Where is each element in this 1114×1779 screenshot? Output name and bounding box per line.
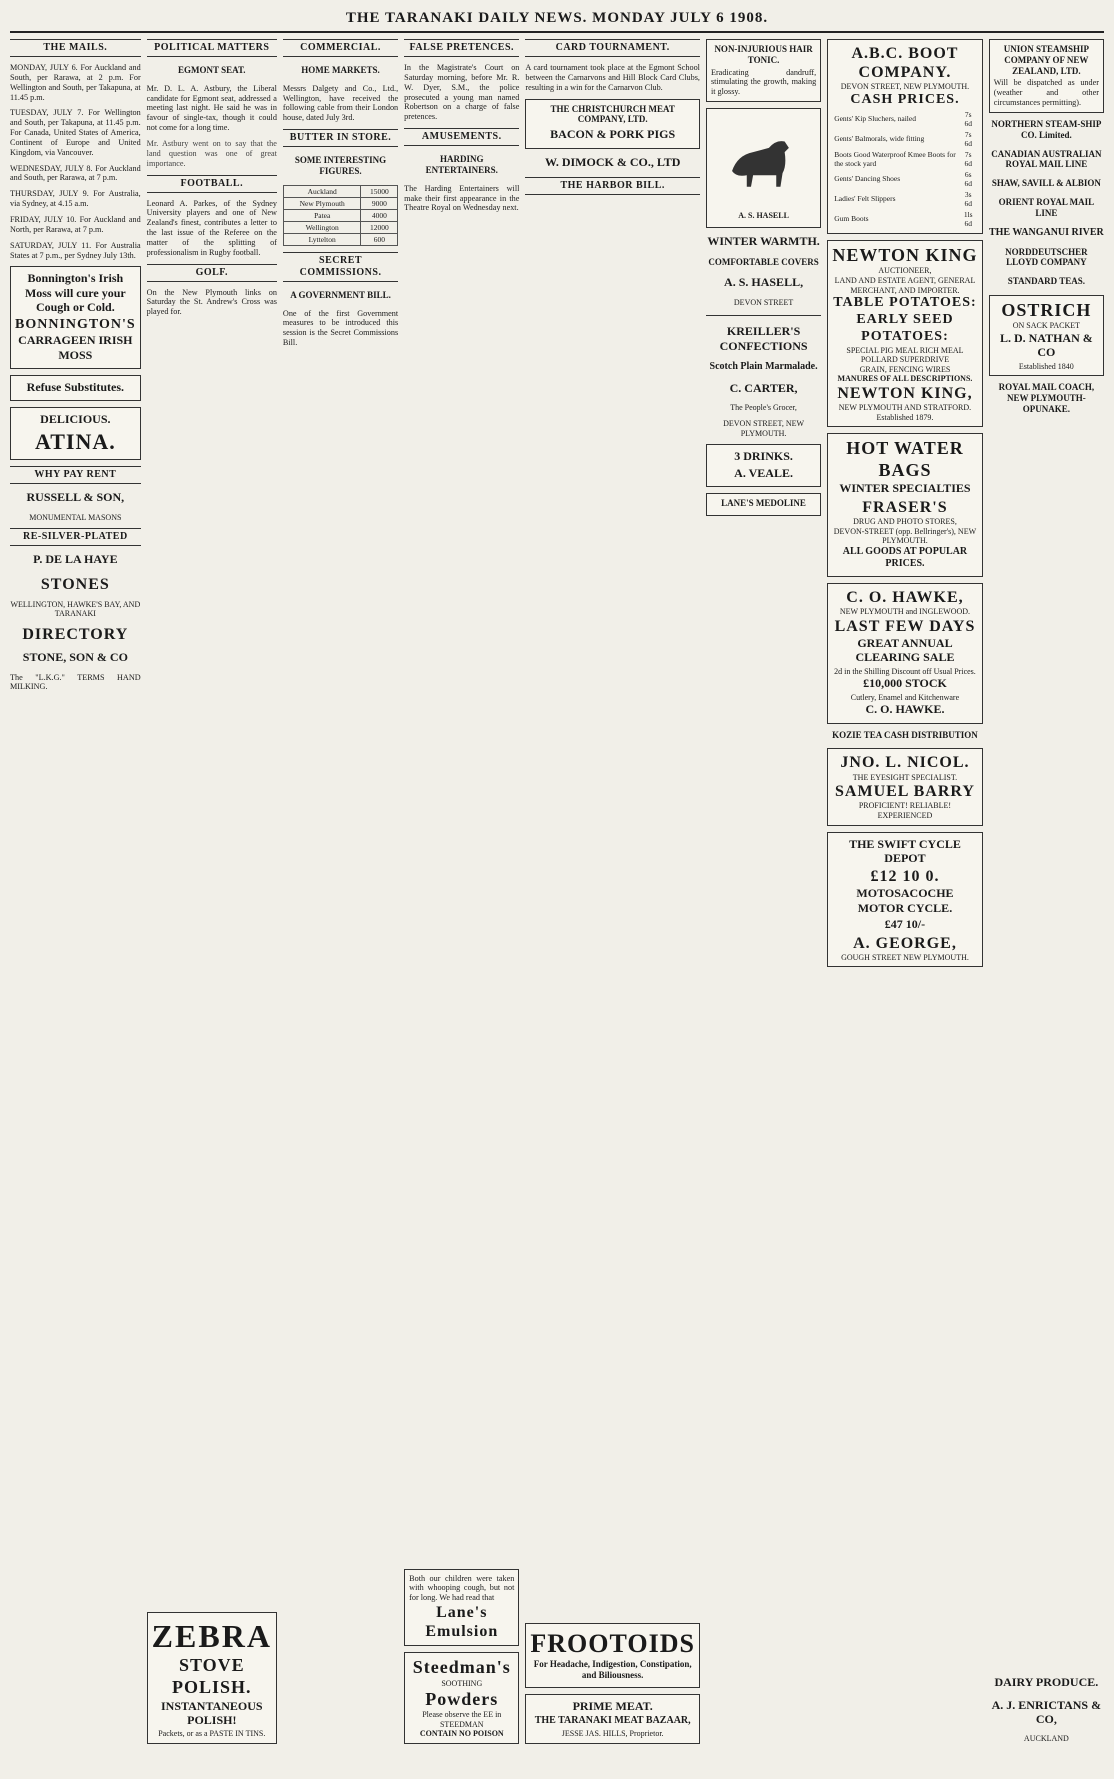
refuse-ad [10,375,141,401]
winter-title: WINTER WARMTH. [707,234,820,249]
football-heading: FOOTBALL. [147,175,277,193]
table-row: Boots Good Waterproof Kmee Boots for the stock yard 7s 6d [834,149,972,168]
mails-p2: TUESDAY, JULY 7. For Wellington and South, per Takapuna, at 11.45 p.m. For Canada, United States of America, Continent of Europe and United Kingdom, via Vancouver. [10,108,141,157]
last-few-days: LAST FEW DAYS [834,617,976,635]
zebra-ad [147,1612,277,1744]
table-row: Gents' Dancing Shoes 6s 6d [834,169,972,188]
carter-addr: DEVON STREET, NEW PLYMOUTH. [723,419,805,438]
christchurch-meat-ad [525,99,700,149]
horse-illustration [706,108,821,228]
table-row: Gents' Kip Sluchers, nailed 7s 6d [834,109,972,128]
christchurch-title: THE CHRISTCHURCH MEAT COMPANY, LTD. [550,103,675,125]
steedman-sub: SOOTHING [441,1679,483,1689]
column-1 [10,39,141,1744]
mails-p1: MONDAY, JULY 6. For Auckland and South, per Rarawa, at 2 p.m. For Wellington and South, per Takapuna, at 11.45 p.m. [10,63,141,102]
medoline-title: LANE'S MEDOLINE [721,498,806,509]
political-p1: Mr. D. L. A. Astbury, the Liberal candidate for Egmont seat, addressed a meeting last night. He said he was in favour of single-tax, though it could not come for a long time. [146,83,277,133]
swift-ad [827,832,983,968]
canadian-title: CANADIAN AUSTRALIAN ROYAL MAIL LINE [991,148,1102,170]
table-row: Gents' Balmorals, wide fitting 7s 6d [834,129,972,148]
delahaye-title: P. DE LA HAYE [33,552,118,567]
nicol-ad [827,748,983,825]
nk-title: NEWTON KING [832,244,978,265]
table-row: Gum Boots 1ls 6d [834,209,973,228]
prime-prop: JESSE JAS. HILLS, Proprietor. [561,1729,664,1739]
lkg-text: The "L.K.G." TERMS HAND MILKING. [10,672,141,692]
hawke-ad [827,583,983,724]
stones-sub: WELLINGTON, HAWKE'S BAY, AND TARANAKI [10,599,141,619]
column-4 [404,39,519,1744]
zebra-title: ZEBRA [151,1618,272,1655]
frootoids-sub: For Headache, Indigestion, Constipation, and Biliousness. [533,1659,692,1681]
secret-sub: A GOVERNMENT BILL. [290,289,391,300]
nk-special-sub: GRAIN, FENCING WIRES [859,364,951,374]
table-row: Wellington 12000 [283,221,397,233]
masthead: THE TARANAKI DAILY NEWS. MONDAY JULY 6 1908. [10,10,1104,33]
seed-potatoes: EARLY SEED POTATOES: [856,311,954,344]
nk-foot-addr: NEW PLYMOUTH AND STRATFORD. [838,403,972,413]
stones-brand: DIRECTORY [22,626,129,644]
table-row: Patea 4000 [283,209,397,221]
swift-title: THE SWIFT CYCLE DEPOT [849,836,961,865]
carter-sub: The People's Grocer, [730,403,797,413]
stock-text: £10,000 STOCK [863,676,947,691]
ostrich-title: OSTRICH [1001,299,1092,320]
winter-sub: COMFORTABLE COVERS [708,256,819,267]
abc-addr: DEVON STREET, NEW PLYMOUTH. [840,82,970,92]
amusements-p1: The Harding Entertainers will make their first appearance in the Theatre Royal on Wednesday next. [404,183,520,213]
table-potatoes: TABLE POTATOES: [833,295,977,311]
nk-foot: NEWTON KING, [837,384,973,402]
abc-boot-ad [827,39,983,234]
enrictans-sub: AUCKLAND [1023,1734,1069,1744]
winter-shop: A. S. HASELL, [724,275,804,290]
egmont-sub: EGMONT SEAT. [178,65,246,75]
mails-p4: THURSDAY, JULY 9. For Australia, via Sydney, at 4.15 a.m. [10,189,141,209]
commercial-heading: COMMERCIAL. [283,39,398,57]
delicious-brand: ATINA. [34,428,116,454]
nk-desc: LAND AND ESTATE AGENT, GENERAL MERCHANT, AND IMPORTER. [834,275,976,295]
amusements-heading: AMUSEMENTS. [404,128,519,146]
produce-title: DAIRY PRODUCE. [994,1675,1099,1690]
stock-sub: Cutlery, Enamel and Kitchenware [850,692,960,702]
northern-title: NORTHERN STEAM-SHIP CO. Limited. [991,118,1102,140]
steedman-contain: CONTAIN NO POISON [419,1729,504,1739]
zebra-foot: Packets, or as a PASTE IN TINS. [158,1729,266,1739]
nicol-sub: THE EYESIGHT SPECIALIST. [852,772,958,782]
christchurch-sub: BACON & PORK PIGS [550,127,676,142]
prime-meat-ad [525,1694,700,1744]
moto-title: MOTOSACOCHE MOTOR CYCLE. [856,886,954,915]
steedman-title: Steedman's [412,1657,511,1678]
delicious-ad [10,407,141,460]
union-p1: Will be dispatched as under (weather and other circumstances permitting). [993,78,1099,108]
nk-est: Established 1879. [876,412,934,422]
nk-sub: AUCTIONEER, [878,266,932,276]
hair-tonic-ad [706,39,821,102]
column-7 [827,39,983,1744]
mails-p6: SATURDAY, JULY 11. For Australia States at 7 p.m., per Sydney July 13th. [10,240,141,260]
column-5 [525,39,700,1744]
clearing-sale: GREAT ANNUAL CLEARING SALE [855,635,955,665]
butter-sub: SOME INTERESTING FIGURES. [294,155,387,176]
secret-heading: SECRET COMMISSIONS. [283,252,398,282]
table-row: Ladies' Felt Slippers 3s 6d [834,189,972,208]
steedman-ad [404,1652,519,1744]
hawke-addr: NEW PLYMOUTH and INGLEWOOD. [839,607,971,617]
nathan-title: L. D. NATHAN & CO [999,331,1093,360]
barry-sub: PROFICIENT! RELIABLE! EXPERIENCED [858,801,952,820]
political-heading: POLITICAL MATTERS [147,39,277,57]
zebra-tag: INSTANTANEOUS POLISH! [161,1698,263,1728]
scotch-title: Scotch Plain Marmalade. [709,361,818,373]
kozie-title: KOZIE TEA CASH DISTRIBUTION [832,729,978,740]
stones-foot: STONE, SON & CO [22,650,128,665]
nathan-est: Established 1840 [1018,361,1074,371]
column-3 [283,39,398,1744]
ostrich-ad [989,295,1104,377]
frootoids-ad [525,1623,700,1688]
goods-title: ALL GOODS AT POPULAR PRICES. [842,545,968,569]
column-6 [706,39,821,1744]
winter-spec: WINTER SPECIALTIES [839,481,971,496]
table-row: Auckland 15000 [283,185,397,197]
bonnington-sub: CARRAGEEN IRISH MOSS [18,333,133,362]
bonnington-title: Bonnington's Irish Moss will cure your Cough or Cold. [24,271,126,315]
abc-price-table [832,109,978,229]
newspaper-page [10,10,1104,1759]
mails-p5: FRIDAY, JULY 10. For Auckland and North, per Rarawa, at 7 p.m. [10,214,141,234]
refuse-title: Refuse Substitutes. [26,380,124,395]
butter-table [283,185,398,246]
football-p1: Leonard A. Parkes, of the Sydney University players and one of New Zealand's finest, contributes a letter to the last issue of the Referee on the matter of the splitting of professionalism in Rugby football. [146,198,277,257]
hair-body: Eradicating dandruff, stimulating the growth, making it glossy. [710,67,817,97]
fraser-sub: DRUG AND PHOTO STORES, [853,517,957,527]
russell-title: RUSSELL & SON, [26,490,125,505]
nk-manures: MANURES OF ALL DESCRIPTIONS. [837,374,973,384]
hawke-title: C. O. HAWKE, [846,588,964,606]
card-p1: A card tournament took place at the Egmont School between the Carnarvons and Hill Block Card Clubs, resulting in a win for the Carnarvon Club. [525,63,700,92]
russell-sub: MONUMENTAL MASONS [29,512,122,522]
card-heading: CARD TOURNAMENT. [525,39,700,57]
kreiller-title: KREILLER'S CONFECTIONS [719,324,808,353]
barry-title: SAMUEL BARRY [835,783,975,801]
ostrich-sub: ON SACK PACKET [1012,321,1080,331]
fraser-title: FRASER'S [862,498,948,516]
lanes-title: Lane's Emulsion [425,1604,499,1641]
bonnington-brand: BONNINGTON'S [15,316,136,332]
butter-heading: BUTTER IN STORE. [283,129,398,147]
drinks-ad [706,444,821,487]
column-2: POLITICAL MATTERS EGMONT SEAT. Mr. D. L. A. Astbury, the Liberal candidate for Egmont seat, addressed a meeting last night. He said he was in favour of single-tax, though it could not come for a long time. Mr. Astbury went on to say that the land question was one of great importance. FOOTBALL. Leonard A. Parkes, of the Sydney University players and one of New Zealand's finest, contributes a letter to the last issue of the Referee on the matter of the splitting of professionalism in Rugby football. GOLF. On the New Plymouth links on Saturday the St. Andrew's Cross was played for. ZEBRA STOVE POLISH. INSTANTANEOUS POLISH! Packets, or as a PASTE IN TINS. [147,39,277,1744]
stones-title: STONES [40,575,110,593]
royal-mail-title: ROYAL MAIL COACH, NEW PLYMOUTH-OPUNAKE. [998,382,1095,415]
lloyd-title: NORDDEUTSCHER LLOYD COMPANY [1005,246,1088,268]
false-heading: FALSE PRETENCES. [404,39,519,57]
carter-title: C. CARTER, [729,381,798,396]
lanes-emulsion-ad [404,1569,519,1647]
rent-heading: WHY PAY RENT [10,466,141,484]
commercial-p1: Messrs Dalgety and Co., Ltd., Wellington, have received the following cable from their London house, dated July 3rd. [282,83,399,123]
enrictans-title: A. J. ENRICTANS & CO, [991,1697,1102,1727]
harbor-heading: THE HARBOR BILL. [525,177,700,195]
horse-icon [711,113,816,208]
frootoids-title: FROOTOIDS [530,1629,695,1659]
mails-p3: WEDNESDAY, JULY 8. For Auckland and South, per Rarawa, at 7 p.m. [10,163,141,183]
fraser-ad [827,433,983,577]
home-markets-sub: HOME MARKETS. [301,65,380,75]
table-row: Lyttelton 600 [283,233,397,245]
mails-heading: THE MAILS. [10,39,141,57]
bonnington-ad [10,266,141,369]
fraser-addr: DEVON-STREET (opp. Bellringer's), NEW PLYMOUTH. [833,526,977,546]
shaw-title: SHAW, SAVILL & ALBION [991,178,1101,189]
zebra-sub: STOVE POLISH. [172,1655,252,1698]
harding-sub: HARDING ENTERTAINERS. [425,154,498,175]
hair-title: NON-INJURIOUS HAIR TONIC. [714,44,813,65]
golf-heading: GOLF. [147,264,277,282]
delicious-title: DELICIOUS. [40,412,111,427]
winter-addr: DEVON STREET [733,297,794,307]
dimock-title: W. DIMOCK & CO., LTD [544,154,681,169]
prime-title: PRIME MEAT. [572,1699,653,1714]
steedman-brand: Powders [425,1688,499,1709]
union-title: UNION STEAMSHIP COMPANY OF NEW ZEALAND, LTD. [1003,44,1089,76]
wanganui-title: THE WANGANUI RIVER [988,226,1104,238]
hawke-foot: C. O. HAWKE. [865,702,945,717]
drinks-title: 3 DRINKS. [734,449,793,464]
swift-price: £12 10 0. [870,868,940,886]
medoline-ad [706,493,821,516]
nk-special: SPECIAL PIG MEAL RICH MEAL POLLARD SUPERDRIVE [846,345,964,365]
golf-p1: On the New Plymouth links on Saturday the St. Andrew's Cross was played for. [146,287,277,317]
orient-title: ORIENT ROYAL MAIL LINE [998,196,1095,218]
horse-title: A. S. HASELL [738,210,789,220]
column-8 [989,39,1104,1744]
silver-heading: RE-SILVER-PLATED [10,528,141,546]
abc-title: A.B.C. BOOT COMPANY. [851,45,959,82]
veale-title: A. VEALE. [734,465,793,480]
george-title: A. GEORGE, [853,934,957,952]
nicol-title: JNO. L. NICOL. [840,754,970,772]
standard-teas: STANDARD TEAS. [1007,276,1085,287]
union-steamship-ad [989,39,1104,113]
steedman-foot: Please observe the EE in STEEDMAN [422,1710,502,1729]
newton-king-ad [827,240,983,428]
abc-cash: CASH PRICES. [850,91,960,107]
lanes-body: Both our children were taken with whooping cough, but not for long. We had read that [409,1573,515,1603]
discount-text: 2d in the Shilling Discount off Usual Prices. [834,666,976,676]
moto-price: £47 10/- [884,917,926,932]
hot-water-title: HOT WATER BAGS [846,438,964,480]
table-row: New Plymouth 9000 [283,197,397,209]
prime-shop: THE TARANAKI MEAT BAZAAR, [534,1715,691,1727]
secret-p1: One of the first Government measures to be introduced this session is the Secret Commissions Bill. [282,308,399,348]
george-addr: GOUGH STREET NEW PLYMOUTH. [841,952,969,962]
false-p1: In the Magistrate's Court on Saturday morning, before Mr. R. W. Dyer, S.M., the police prosecuted a young man named Robertson on a charge of false pretences. [404,63,520,122]
